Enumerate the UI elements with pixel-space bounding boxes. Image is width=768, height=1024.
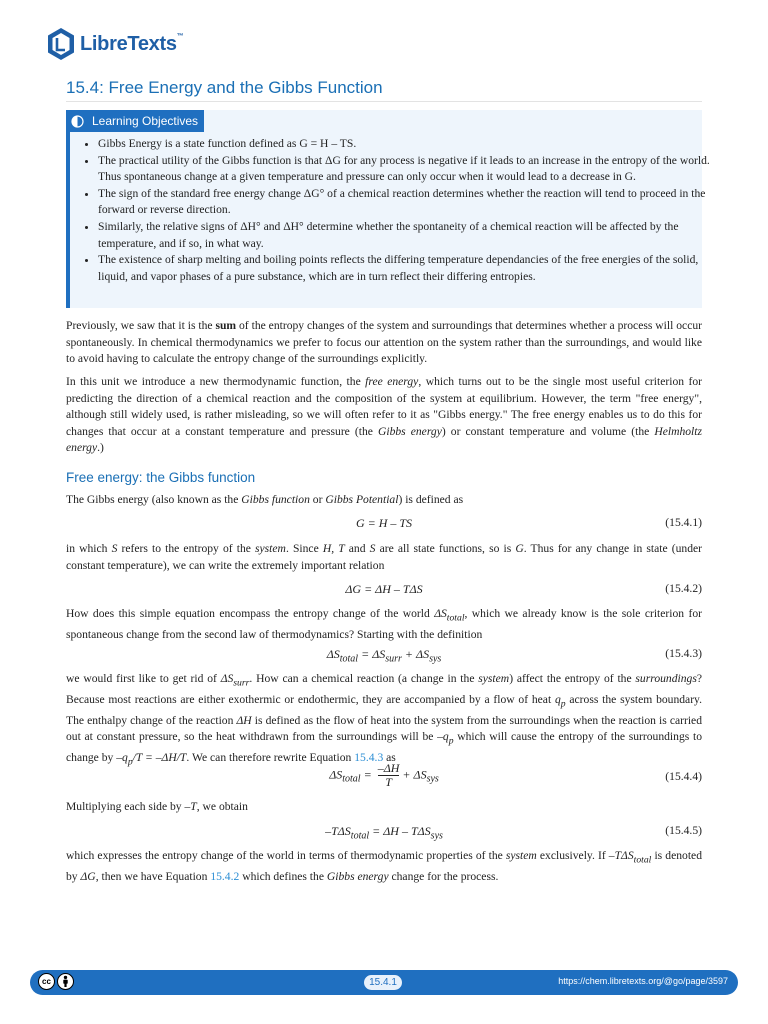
half-circle-icon bbox=[71, 115, 84, 128]
equation-number: (15.4.4) bbox=[665, 770, 702, 783]
learning-objectives-box bbox=[66, 110, 710, 308]
section-heading: Free energy: the Gibbs function bbox=[66, 470, 256, 485]
title-divider bbox=[66, 101, 702, 102]
attribution-icon bbox=[57, 973, 74, 990]
free-energy-intro-paragraph: In this unit we introduce a new thermodynamic function, the free energy, which turns out to be the single most useful criterion for predicting the direction of a chemical reaction and the composition of the system at equilibrium. However, the term "free energy", although still widely used, is rather misleading, so we will often refer to it as "Gibbs energy." The free energy enables us to do this for changes that occur at a constant temperature and pressure (the Gibbs energy) or constant temperature and volume (the Helmholtz energy.) bbox=[66, 375, 703, 455]
entropy-world-paragraph: How does this simple equation encompass the entropy change of the world $\Delta S_{total}$, which we already know is the sole criterion for spontaneous change from the second law of thermodynamics? Starting with the definition bbox=[66, 607, 702, 641]
equation-15-4-5: $-T\Delta S_{total} = \Delta H - T\Delta S_{sys}$ (15.4.5) bbox=[325, 824, 702, 842]
libretexts-hex-icon bbox=[46, 27, 76, 61]
conclusion-paragraph: which expresses the entropy change of the world in terms of thermodynamic properties of the system exclusively. If $-T\Delta S_{total}$ is denoted by ΔG, then we have Equation 15.4.2 which defines the Gibbs energy change for the process. bbox=[66, 849, 702, 883]
page-url-link[interactable]: https://chem.libretexts.org/@go/page/3597 bbox=[558, 976, 728, 986]
equation-15-4-1: G = H – TS (15.4.1) bbox=[355, 516, 702, 530]
learning-objectives-label: Learning Objectives bbox=[92, 114, 199, 128]
creative-commons-icon: cc bbox=[38, 973, 55, 990]
equation-15-4-3: $\Delta S_{total} = \Delta S_{surr} + \Delta S_{sys}$ (15.4.3) bbox=[326, 647, 702, 665]
state-function-paragraph: in which S refers to the entropy of the system. Since H, T and S are all state functions, so is G. Thus for any change in state (under constant temperature), we can write the extremely important relation bbox=[66, 542, 703, 572]
equation-15-4-4: $\Delta S_{total}$ = $\frac{-\Delta H}{T}$ + $\Delta S_{sys}$ (15.4.4) bbox=[329, 761, 702, 789]
enthalpy-paragraph: we would first like to get rid of $\Delta S_{surr}$. How can a chemical reaction (a change in the system) affect the entropy of the surroundings? Because most reactions are either exothermic or endothermic, they are accompanied by a flow of heat $q_p$ across the system boundary. The enthalpy change of the reaction ΔH is defined as the flow of heat into the system from the surroundings when the reaction is carried out at constant pressure, so the heat withdrawn from the surroundings will be $-q_p$ which will cause the entropy of the surroundings to change by $-q_p/T = -\Delta H/T$. We can therefore rewrite Equation 15.4.3 as bbox=[66, 672, 702, 768]
list-item: • Similarly, the relative signs of ΔH° and ΔH° determine whether the spontaneity of a chemical reaction will be affected by the temperature, and if so, in what way. bbox=[98, 219, 714, 252]
equation-number: (15.4.2) bbox=[665, 582, 702, 595]
equation-link-15-4-3[interactable]: 15.4.3 bbox=[354, 751, 384, 765]
learning-objectives-header bbox=[66, 110, 204, 132]
equation-number: (15.4.1) bbox=[665, 516, 702, 529]
objectives-list bbox=[78, 136, 714, 285]
list-item: • The sign of the standard free energy change ΔG° of a chemical reaction determines whether the reaction will tend to proceed in the forward or reverse direction. bbox=[98, 186, 714, 219]
list-item: • Gibbs Energy is a state function defined as G = H – TS. bbox=[98, 136, 714, 153]
page-number: 15.4.1 bbox=[364, 975, 402, 990]
page-footer bbox=[30, 970, 738, 995]
equation-15-4-2: ΔG = ΔH – TΔS (15.4.2) bbox=[345, 582, 702, 596]
list-item: • The existence of sharp melting and boiling points reflects the differing temperature dependancies of the free energies of the solid, liquid, and vapor phases of a pure substance, which are in turn reflect their differing entropies. bbox=[98, 252, 714, 285]
gibbs-definition-paragraph: The Gibbs energy (also known as the Gibbs function or Gibbs Potential) is defined as bbox=[66, 493, 464, 506]
multiply-paragraph: Multiplying each side by –T, we obtain bbox=[66, 800, 248, 813]
brand-name: LibreTexts™ bbox=[80, 32, 184, 55]
intro-paragraph: Previously, we saw that it is the sum of the entropy changes of the system and surroundings that determines whether a process will occur spontaneously. In chemical thermodynamics we prefer to focus our attention on the system rather than the surroundings, and would like to avoid having to calculate the entropy change of the surroundings explicitly. bbox=[66, 319, 702, 366]
equation-number: (15.4.3) bbox=[665, 647, 702, 660]
equation-link-15-4-2[interactable]: 15.4.2 bbox=[210, 869, 240, 883]
equation-number: (15.4.5) bbox=[665, 824, 702, 837]
fraction: $\frac{-\Delta H}{T}$ bbox=[377, 761, 400, 789]
libretexts-logo[interactable] bbox=[46, 26, 183, 62]
list-item: • The practical utility of the Gibbs function is that ΔG for any process is negative if it leads to an increase in the entropy of the world. Thus spontaneous change at a given temperature and pressure can only occur when it would lead to a decrease in G. bbox=[98, 153, 714, 186]
cc-by-license-badge[interactable] bbox=[38, 973, 74, 992]
page-title: 15.4: Free Energy and the Gibbs Function bbox=[66, 78, 383, 97]
